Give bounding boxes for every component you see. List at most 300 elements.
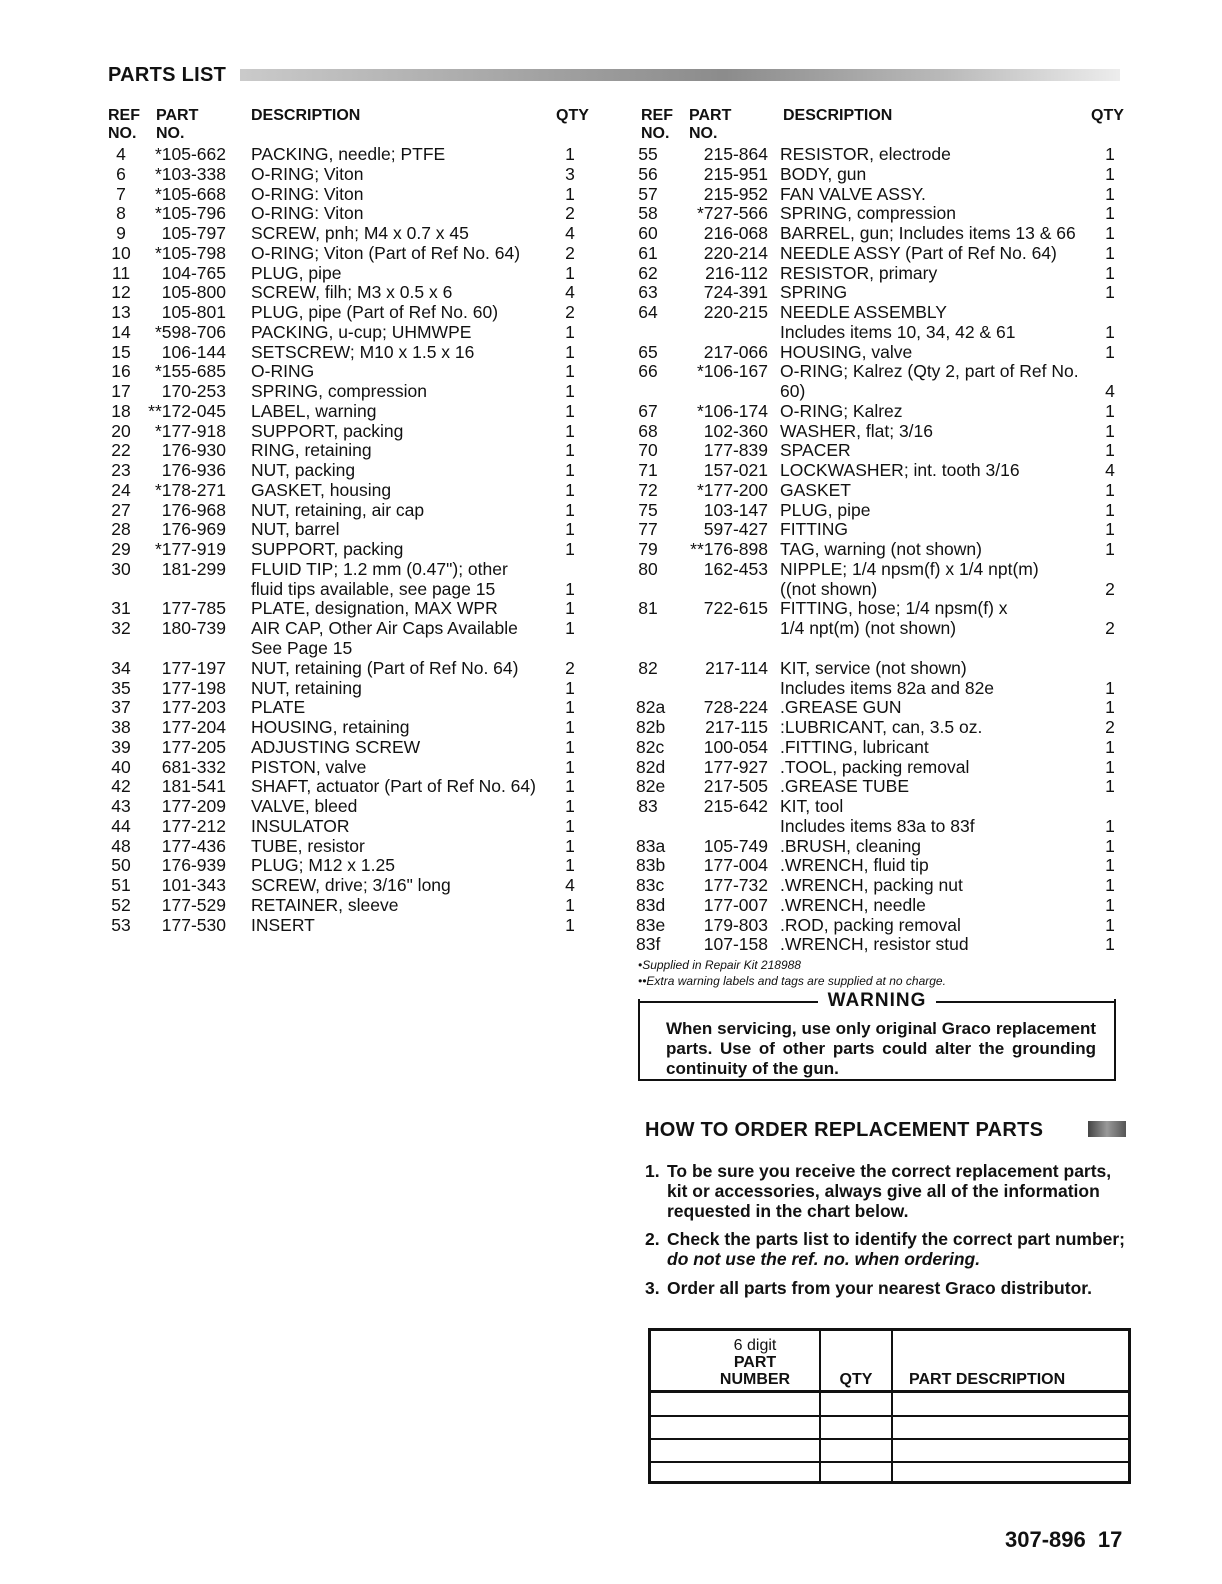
part-number: 220-215 [703, 302, 768, 323]
ref-number: 23 [111, 460, 131, 481]
quantity: 1 [565, 321, 575, 342]
quantity: 1 [565, 835, 575, 856]
part-description: FITTING [780, 519, 849, 540]
parts-row [106, 244, 606, 264]
quantity: 1 [1105, 539, 1115, 560]
quantity: 1 [1105, 875, 1115, 896]
quantity: 1 [565, 420, 575, 441]
ref-number: 16 [111, 361, 131, 382]
part-description: NUT, retaining, air cap [251, 499, 425, 520]
part-number: *177-919 [154, 539, 226, 560]
part-number: 104-765 [161, 262, 226, 283]
quantity: 1 [1105, 519, 1115, 540]
parts-row [636, 264, 1126, 284]
part-description: .GREASE TUBE [780, 776, 910, 797]
parts-row [636, 244, 1126, 264]
part-number: 105-749 [703, 835, 768, 856]
quantity: 4 [565, 875, 575, 896]
left-description-header: DESCRIPTION [251, 107, 361, 124]
right-ref-header: REF NO. [641, 107, 673, 142]
part-description: See Page 15 [251, 638, 353, 658]
parts-row [106, 422, 606, 442]
quantity: 1 [1105, 163, 1115, 184]
part-description: NEEDLE ASSY (Part of Ref No. 64) [780, 242, 1057, 263]
part-description: BODY, gun [780, 163, 867, 184]
parts-row [106, 817, 606, 837]
part-description: 1/4 npt(m) (not shown) [780, 618, 957, 639]
part-number: *106-174 [696, 400, 768, 421]
quantity: 4 [565, 223, 575, 244]
quantity: 1 [565, 578, 575, 599]
part-description: .BRUSH, cleaning [780, 835, 922, 856]
parts-row [106, 599, 606, 619]
ref-number: 83e [636, 914, 666, 935]
quantity: 1 [565, 697, 575, 718]
part-number: 103-147 [703, 499, 768, 520]
parts-row [106, 264, 606, 284]
part-description: SUPPORT, packing [251, 420, 404, 441]
ref-number: 81 [638, 598, 658, 619]
ref-number: 77 [638, 519, 658, 540]
part-number: 177-204 [161, 717, 226, 738]
parts-row [636, 343, 1126, 363]
ref-number: 65 [638, 341, 658, 362]
quantity: 2 [565, 302, 575, 323]
quantity: 1 [1105, 776, 1115, 797]
quantity: 1 [1105, 440, 1115, 461]
parts-row [636, 520, 1126, 540]
quantity: 4 [1105, 381, 1115, 402]
quantity: 1 [565, 618, 575, 639]
ref-number: 83b [636, 855, 666, 876]
section-title: PARTS LIST [108, 64, 227, 86]
parts-row [636, 224, 1126, 244]
part-number: 722-615 [703, 598, 768, 619]
ref-number: 82 [638, 657, 658, 678]
parts-row [636, 560, 1126, 580]
part-description: FAN VALVE ASSY. [780, 183, 926, 204]
ref-number: 35 [111, 677, 131, 698]
ref-number: 82b [636, 717, 666, 738]
part-number: *727-566 [696, 203, 768, 224]
parts-row [636, 145, 1126, 165]
parts-row [106, 679, 606, 699]
part-description: .TOOL, packing removal [780, 756, 970, 777]
ref-number: 82e [636, 776, 666, 797]
order-chart-description-header: PART DESCRIPTION [909, 1371, 1066, 1388]
quantity: 1 [1105, 242, 1115, 263]
quantity: 1 [565, 361, 575, 382]
part-number: *106-167 [696, 361, 768, 382]
quantity: 1 [565, 499, 575, 520]
parts-row [636, 758, 1126, 778]
parts-row [636, 204, 1126, 224]
parts-row [636, 501, 1126, 521]
quantity: 1 [565, 341, 575, 362]
order-step-3: 3. Order all parts from your nearest Graco distributor. [645, 1278, 1092, 1298]
parts-row [106, 718, 606, 738]
warning-rule-left [638, 1001, 818, 1003]
part-number: 106-144 [161, 341, 226, 362]
part-description: ((not shown) [780, 578, 878, 599]
quantity: 1 [565, 914, 575, 935]
order-chart-part-number-header: 6 digit PART NUMBER [719, 1337, 791, 1388]
ref-number: 83 [638, 796, 658, 817]
parts-row [636, 441, 1126, 461]
parts-row [106, 698, 606, 718]
part-description: RESISTOR, electrode [780, 144, 951, 164]
ref-number: 72 [638, 479, 658, 500]
ref-number: 58 [638, 203, 658, 224]
part-number: 105-801 [161, 302, 226, 323]
part-description: 60) [780, 381, 806, 402]
part-number: 177-209 [161, 796, 226, 817]
part-description: SHAFT, actuator (Part of Ref No. 64) [251, 776, 536, 797]
parts-row [636, 896, 1126, 916]
ref-number: 13 [111, 302, 131, 323]
quantity: 1 [1105, 420, 1115, 441]
parts-row [106, 461, 606, 481]
parts-row [106, 758, 606, 778]
parts-row [106, 560, 606, 580]
parts-row [106, 362, 606, 382]
part-description: INSERT [251, 914, 315, 935]
part-number: 105-797 [161, 223, 226, 244]
ref-number: 57 [638, 183, 658, 204]
parts-row [106, 224, 606, 244]
page-number: 17 [1097, 1527, 1123, 1552]
footnote-warning-labels: ••Extra warning labels and tags are supplied at no charge. [638, 974, 946, 988]
part-description: PLATE, designation, MAX WPR [251, 598, 498, 619]
part-description: WASHER, flat; 3/16 [780, 420, 934, 441]
part-number: 162-453 [703, 558, 768, 579]
parts-row [636, 837, 1126, 857]
part-description: .GREASE GUN [780, 697, 902, 718]
part-number: *155-685 [154, 361, 226, 382]
part-description: NUT, retaining [251, 677, 362, 698]
part-number: *177-200 [696, 479, 768, 500]
part-description: FITTING, hose; 1/4 npsm(f) x [780, 598, 1008, 619]
ref-number: 31 [111, 598, 131, 619]
parts-row [106, 520, 606, 540]
quantity: 1 [565, 776, 575, 797]
part-description: PLATE [251, 697, 306, 718]
quantity: 1 [1105, 914, 1115, 935]
quantity: 3 [565, 163, 575, 184]
ref-number: 44 [111, 815, 131, 836]
order-step-1: 1. To be sure you receive the correct replacement parts, kit or accessories, always give all of the information requested in the chart below. [645, 1161, 1112, 1221]
ref-number: 42 [111, 776, 131, 797]
left-ref-header: REF NO. [108, 107, 140, 142]
parts-row [636, 659, 1126, 679]
ref-number: 20 [111, 420, 131, 441]
ref-number: 79 [638, 539, 658, 560]
parts-row [106, 185, 606, 205]
quantity: 2 [565, 203, 575, 224]
ref-number: 66 [638, 361, 658, 382]
quantity: 4 [1105, 460, 1115, 481]
quantity: 1 [1105, 321, 1115, 342]
parts-row [106, 204, 606, 224]
ref-number: 43 [111, 796, 131, 817]
parts-row [636, 639, 1126, 659]
part-number: 179-803 [703, 914, 768, 935]
part-description: BARREL, gun; Includes items 13 & 66 [780, 223, 1076, 244]
part-description: .WRENCH, fluid tip [780, 855, 929, 876]
parts-row [106, 619, 606, 639]
parts-row [636, 303, 1126, 323]
quantity: 2 [1105, 717, 1115, 738]
part-number: *598-706 [154, 321, 226, 342]
part-number: 728-224 [703, 697, 768, 718]
ref-number: 22 [111, 440, 131, 461]
part-description: NUT, barrel [251, 519, 340, 540]
document-number: 307-896 [1005, 1527, 1086, 1552]
order-title: HOW TO ORDER REPLACEMENT PARTS [645, 1119, 1044, 1141]
part-number: **176-898 [690, 539, 768, 560]
parts-row [636, 876, 1126, 896]
quantity: 1 [1105, 144, 1115, 164]
ref-number: 15 [111, 341, 131, 362]
parts-row [106, 323, 606, 343]
ref-number: 37 [111, 697, 131, 718]
ref-number: 12 [111, 282, 131, 303]
part-description: PLUG, pipe [251, 262, 342, 283]
part-number: 215-951 [703, 163, 768, 184]
part-number: 177-927 [703, 756, 768, 777]
quantity: 1 [565, 400, 575, 421]
right-qty-header: QTY [1091, 107, 1124, 124]
ref-number: 68 [638, 420, 658, 441]
part-number: 220-214 [703, 242, 768, 263]
part-description: .WRENCH, packing nut [780, 875, 963, 896]
part-description: LABEL, warning [251, 400, 377, 421]
part-description: PLUG; M12 x 1.25 [251, 855, 395, 876]
parts-row [106, 916, 606, 936]
part-description: PACKING, needle; PTFE [251, 144, 446, 164]
parts-row [636, 323, 1126, 343]
part-number: 177-198 [161, 677, 226, 698]
part-number: 177-785 [161, 598, 226, 619]
ref-number: 34 [111, 657, 131, 678]
part-number: 177-007 [703, 894, 768, 915]
part-number: 181-541 [161, 776, 226, 797]
quantity: 1 [1105, 203, 1115, 224]
order-step-2: 2. Check the parts list to identify the correct part number; do not use the ref. no. when ordering. [645, 1229, 1125, 1269]
part-description: Includes items 83a to 83f [780, 815, 975, 836]
parts-row [106, 837, 606, 857]
part-number: 176-936 [161, 460, 226, 481]
parts-row [106, 402, 606, 422]
quantity: 1 [565, 894, 575, 915]
part-number: *105-798 [154, 242, 226, 263]
part-description: SCREW, pnh; M4 x 0.7 x 45 [251, 223, 469, 244]
parts-row [106, 580, 606, 600]
part-description: PACKING, u-cup; UHMWPE [251, 321, 472, 342]
part-number: 215-864 [703, 144, 768, 164]
part-description: Includes items 10, 34, 42 & 61 [780, 321, 1016, 342]
part-number: 180-739 [161, 618, 226, 639]
ref-number: 83a [636, 835, 666, 856]
part-number: 216-068 [703, 223, 768, 244]
quantity: 1 [1105, 815, 1115, 836]
part-number: 177-004 [703, 855, 768, 876]
parts-row [106, 659, 606, 679]
part-description: O-RING; Kalrez [780, 400, 903, 421]
part-number: 177-212 [161, 815, 226, 836]
parts-row [106, 738, 606, 758]
part-number: 177-205 [161, 736, 226, 757]
part-description: AIR CAP, Other Air Caps Available [251, 618, 518, 639]
quantity: 1 [565, 598, 575, 619]
parts-row [636, 580, 1126, 600]
part-description: O-RING: Viton [251, 203, 364, 224]
quantity: 1 [565, 144, 575, 164]
ref-number: 10 [111, 242, 131, 263]
quantity: 2 [1105, 578, 1115, 599]
part-description: KIT, service (not shown) [780, 657, 967, 678]
part-number: 681-332 [161, 756, 226, 777]
part-number: 215-642 [703, 796, 768, 817]
ref-number: 11 [111, 262, 131, 283]
quantity: 1 [1105, 282, 1115, 303]
part-number: 217-115 [705, 717, 768, 738]
parts-row [636, 402, 1126, 422]
parts-row [636, 777, 1126, 797]
ref-number: 48 [111, 835, 131, 856]
part-description: TAG, warning (not shown) [780, 539, 982, 560]
parts-row [636, 679, 1126, 699]
part-description: SUPPORT, packing [251, 539, 404, 560]
ref-number: 24 [111, 479, 131, 500]
quantity: 1 [1105, 677, 1115, 698]
ref-number: 28 [111, 519, 131, 540]
quantity: 2 [1105, 618, 1115, 639]
ref-number: 9 [116, 223, 126, 244]
part-description: SCREW, filh; M3 x 0.5 x 6 [251, 282, 453, 303]
part-description: SPRING [780, 282, 848, 303]
quantity: 1 [1105, 756, 1115, 777]
quantity: 1 [565, 519, 575, 540]
part-number: *103-338 [154, 163, 226, 184]
ref-number: 6 [116, 163, 126, 184]
parts-row [636, 481, 1126, 501]
part-number: 157-021 [703, 460, 768, 481]
part-description: Includes items 82a and 82e [780, 677, 995, 698]
part-number: 177-732 [703, 875, 768, 896]
footnote-repair-kit: •Supplied in Repair Kit 218988 [638, 958, 801, 972]
quantity: 1 [565, 855, 575, 876]
parts-row [636, 738, 1126, 758]
part-description: INSULATOR [251, 815, 350, 836]
part-description: O-RING; Kalrez (Qty 2, part of Ref No. [780, 361, 1079, 382]
parts-row [106, 382, 606, 402]
ref-number: 17 [111, 381, 131, 402]
ref-number: 52 [111, 894, 131, 915]
parts-row [636, 856, 1126, 876]
part-description: .ROD, packing removal [780, 914, 961, 935]
quantity: 1 [1105, 400, 1115, 421]
parts-row [636, 382, 1126, 402]
part-number: 105-800 [161, 282, 226, 303]
order-chart-qty-header: QTY [839, 1371, 873, 1388]
part-number: 597-427 [703, 519, 768, 540]
ref-number: 55 [638, 144, 658, 164]
part-description: PLUG, pipe (Part of Ref No. 60) [251, 302, 499, 323]
parts-row [636, 165, 1126, 185]
part-description: PLUG, pipe [780, 499, 871, 520]
part-number: 101-343 [161, 875, 226, 896]
ref-number: 63 [638, 282, 658, 303]
part-description: NUT, packing [251, 460, 356, 481]
quantity: 1 [565, 677, 575, 698]
ref-number: 83c [636, 875, 665, 896]
quantity: 1 [1105, 855, 1115, 876]
part-description: :LUBRICANT, can, 3.5 oz. [780, 717, 983, 738]
ref-number: 4 [116, 144, 126, 164]
parts-row [636, 599, 1126, 619]
ref-number: 83f [636, 934, 661, 955]
parts-row [636, 422, 1126, 442]
ref-number: 64 [638, 302, 658, 323]
part-description: NEEDLE ASSEMBLY [780, 302, 947, 323]
ref-number: 53 [111, 914, 131, 935]
part-description: GASKET [780, 479, 851, 500]
part-description: .FITTING, lubricant [780, 736, 929, 757]
quantity: 1 [565, 183, 575, 204]
parts-row [636, 935, 1126, 955]
part-description: HOUSING, retaining [251, 717, 410, 738]
part-number: 177-197 [161, 657, 226, 678]
quantity: 1 [1105, 341, 1115, 362]
part-number: 177-839 [703, 440, 768, 461]
part-number: *105-662 [154, 144, 226, 164]
quantity: 1 [565, 539, 575, 560]
ref-number: 62 [638, 262, 658, 283]
quantity: 1 [565, 262, 575, 283]
part-number: 177-530 [161, 914, 226, 935]
parts-row [636, 698, 1126, 718]
parts-row [106, 145, 606, 165]
part-description: SCREW, drive; 3/16" long [251, 875, 451, 896]
part-number: *105-668 [154, 183, 226, 204]
ref-number: 67 [638, 400, 658, 421]
part-number: *178-271 [154, 479, 226, 500]
ref-number: 39 [111, 736, 131, 757]
parts-row [106, 797, 606, 817]
part-number: 176-939 [161, 855, 226, 876]
quantity: 1 [1105, 479, 1115, 500]
parts-row [106, 165, 606, 185]
quantity: 1 [1105, 262, 1115, 283]
part-number: 176-969 [161, 519, 226, 540]
parts-row [106, 501, 606, 521]
part-number: 216-112 [705, 262, 768, 283]
quantity: 1 [1105, 894, 1115, 915]
parts-row [636, 916, 1126, 936]
part-number: **172-045 [148, 400, 226, 421]
part-description: ADJUSTING SCREW [251, 736, 421, 757]
part-description: TUBE, resistor [251, 835, 365, 856]
part-number: *105-796 [154, 203, 226, 224]
part-number: 107-158 [703, 934, 768, 955]
parts-row [636, 362, 1126, 382]
ref-number: 70 [638, 440, 658, 461]
ref-number: 83d [636, 894, 666, 915]
quantity: 1 [1105, 934, 1115, 955]
page-footer [1005, 1527, 1122, 1553]
part-number: 177-436 [161, 835, 226, 856]
